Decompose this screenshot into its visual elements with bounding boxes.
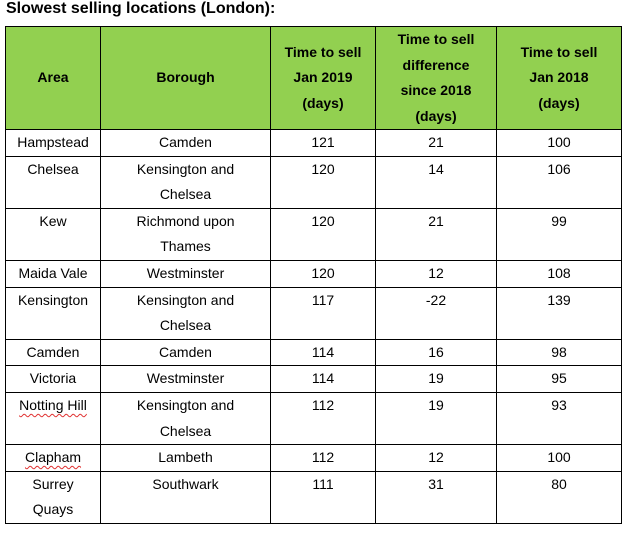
cell-difference: 14 <box>376 156 497 208</box>
cell-area: Hampstead <box>6 130 101 157</box>
cell-jan-2018: 139 <box>497 287 622 339</box>
page-title: Slowest selling locations (London): <box>6 0 276 17</box>
cell-difference: 16 <box>376 339 497 366</box>
cell-area <box>6 392 101 444</box>
cell-jan-2019: 120 <box>271 208 376 260</box>
table-header-row <box>6 27 622 130</box>
cell-area: Camden <box>6 339 101 366</box>
cell-jan-2019: 117 <box>271 287 376 339</box>
cell-borough: Lambeth <box>101 445 271 472</box>
cell-area: Kensington <box>6 287 101 339</box>
slowest-locations-table <box>5 26 622 524</box>
cell-difference: 31 <box>376 471 497 523</box>
cell-jan-2018: 93 <box>497 392 622 444</box>
cell-borough: Westminster <box>101 260 271 287</box>
cell-jan-2018: 100 <box>497 445 622 472</box>
cell-jan-2018: 99 <box>497 208 622 260</box>
cell-area: Kew <box>6 208 101 260</box>
cell-jan-2019: 112 <box>271 392 376 444</box>
cell-area: Surrey Quays <box>6 471 101 523</box>
header-time-difference: Time to sell difference since 2018 (days) <box>376 27 497 130</box>
cell-jan-2019: 111 <box>271 471 376 523</box>
cell-jan-2019: 114 <box>271 366 376 393</box>
cell-borough: Kensington and Chelsea <box>101 392 271 444</box>
cell-area: Maida Vale <box>6 260 101 287</box>
cell-difference: 12 <box>376 445 497 472</box>
cell-jan-2018: 95 <box>497 366 622 393</box>
cell-jan-2018: 80 <box>497 471 622 523</box>
cell-jan-2018: 108 <box>497 260 622 287</box>
cell-difference: 21 <box>376 130 497 157</box>
spellcheck-flagged-word: Notting Hill <box>19 396 87 413</box>
cell-jan-2018: 98 <box>497 339 622 366</box>
cell-borough: Kensington and Chelsea <box>101 287 271 339</box>
cell-difference: 19 <box>376 392 497 444</box>
cell-area: Chelsea <box>6 156 101 208</box>
cell-difference: 21 <box>376 208 497 260</box>
cell-borough: Southwark <box>101 471 271 523</box>
header-borough: Borough <box>101 27 271 130</box>
table-row <box>6 260 622 287</box>
cell-difference: -22 <box>376 287 497 339</box>
cell-jan-2019: 121 <box>271 130 376 157</box>
cell-borough: Camden <box>101 130 271 157</box>
cell-borough: Kensington and Chelsea <box>101 156 271 208</box>
spellcheck-flagged-word: Clapham <box>24 449 82 466</box>
cell-difference: 12 <box>376 260 497 287</box>
cell-borough: Westminster <box>101 366 271 393</box>
cell-borough: Richmond upon Thames <box>101 208 271 260</box>
table-row <box>6 287 622 339</box>
table-row <box>6 392 622 444</box>
table-row <box>6 130 622 157</box>
table-row <box>6 208 622 260</box>
table-row <box>6 339 622 366</box>
table-row <box>6 156 622 208</box>
cell-jan-2018: 100 <box>497 130 622 157</box>
table-row <box>6 471 622 523</box>
cell-jan-2019: 114 <box>271 339 376 366</box>
header-time-to-sell-2019: Time to sell Jan 2019 (days) <box>271 27 376 130</box>
cell-area <box>6 445 101 472</box>
cell-borough: Camden <box>101 339 271 366</box>
cell-jan-2019: 112 <box>271 445 376 472</box>
table-row <box>6 445 622 472</box>
cell-jan-2019: 120 <box>271 260 376 287</box>
cell-difference: 19 <box>376 366 497 393</box>
cell-jan-2018: 106 <box>497 156 622 208</box>
table-row <box>6 366 622 393</box>
header-time-to-sell-2018: Time to sell Jan 2018 (days) <box>497 27 622 130</box>
cell-area: Victoria <box>6 366 101 393</box>
cell-jan-2019: 120 <box>271 156 376 208</box>
header-area: Area <box>6 27 101 130</box>
